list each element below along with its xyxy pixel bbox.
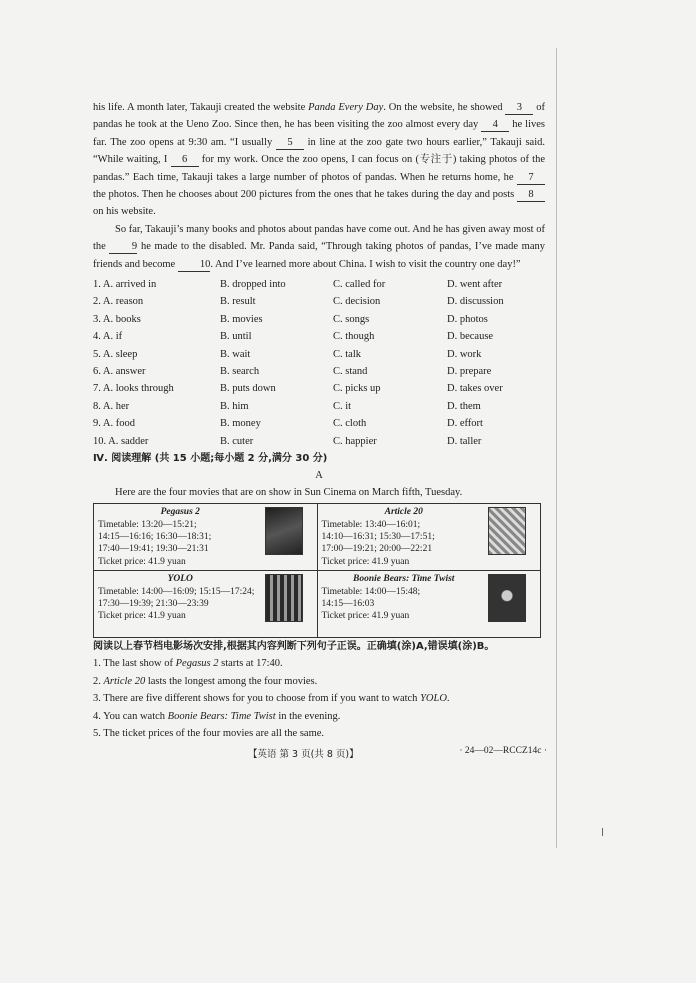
- option-b: B. him: [220, 400, 249, 412]
- option-a: 7. A. looks through: [93, 383, 174, 395]
- blank-8: 8: [517, 188, 545, 202]
- text: .: [446, 693, 450, 705]
- option-d: D. takes over: [447, 383, 503, 395]
- option-b: B. until: [220, 331, 252, 343]
- option-row: [93, 293, 545, 310]
- movie-title: Pegasus 2: [160, 507, 200, 518]
- text: of pandas he took at the Ueno Zoo. Since then, he has been visiting the zoo almost every day: [93, 102, 546, 131]
- text: his life. A month later, Takauji created the website: [93, 102, 309, 113]
- blank-5: 5: [276, 136, 304, 150]
- option-a: 3. A. books: [93, 313, 141, 325]
- movie-poster-image: [265, 574, 303, 622]
- timetable-line: Timetable: 14:00—15:48;: [321, 586, 421, 597]
- table-row: [94, 504, 541, 571]
- question-5: [93, 725, 545, 742]
- option-d: D. work: [447, 348, 482, 360]
- question-1: [93, 655, 545, 672]
- option-row: [93, 380, 545, 397]
- option-a: 4. A. if: [93, 331, 123, 343]
- option-c: C. it: [333, 400, 352, 412]
- option-row: [93, 363, 545, 380]
- blank-6: 6: [171, 153, 199, 167]
- ticket-price: Ticket price: 41.9 yuan: [98, 556, 186, 567]
- question-3: [93, 690, 545, 707]
- text: 3. There are five different shows for you to choose from if you want to watch: [93, 693, 421, 705]
- table-row: [94, 571, 541, 638]
- text: starts at 17:40.: [218, 658, 283, 670]
- text: in the evening.: [275, 710, 341, 722]
- ticket-price: Ticket price: 41.9 yuan: [321, 556, 410, 567]
- cloze-options: [93, 276, 545, 450]
- option-c: C. though: [333, 331, 375, 343]
- timetable-line: 14:15—16:16; 16:30—18:31;: [98, 531, 212, 542]
- option-row: [93, 415, 545, 432]
- blank-3: 3: [505, 101, 533, 115]
- option-b: B. wait: [220, 348, 251, 360]
- page-footer: [93, 746, 545, 762]
- option-d: D. taller: [447, 435, 482, 447]
- option-b: B. movies: [220, 313, 263, 325]
- blank-9: 9: [109, 240, 137, 254]
- text: on his website.: [93, 206, 156, 218]
- movie-cell-yolo: [94, 571, 318, 638]
- option-d: D. went after: [447, 279, 503, 291]
- margin-mark: [602, 828, 603, 836]
- question-4: [93, 708, 545, 725]
- movie-name: Article 20: [103, 675, 146, 687]
- blank-4: 4: [481, 118, 509, 132]
- movie-poster-image: [488, 574, 526, 622]
- option-a: 2. A. reason: [93, 296, 144, 308]
- movie-title: Boonie Bears: Time Twist: [353, 574, 455, 585]
- movie-cell-article-20: [317, 504, 541, 571]
- text: in line at the zoo gate two hours earlier,” Takauji said. “While waiting, I: [93, 136, 545, 166]
- website-name: Panda Every Day: [308, 102, 384, 113]
- option-a: 5. A. sleep: [93, 348, 138, 360]
- movie-title: Article 20: [384, 507, 423, 518]
- movie-name: YOLO: [420, 693, 447, 705]
- option-c: C. stand: [333, 366, 368, 378]
- option-c: C. happier: [333, 435, 377, 447]
- part-label: A: [315, 469, 323, 481]
- option-b: B. cuter: [220, 435, 254, 447]
- reading-intro: Here are the four movies that are on show in Sun Cinema on March fifth, Tuesday.: [115, 486, 463, 498]
- fold-line: [556, 48, 557, 848]
- section-heading: Ⅳ. 阅读理解 (共 15 小题;每小题 2 分,满分 30 分): [93, 452, 328, 464]
- movie-poster-image: [488, 507, 526, 555]
- timetable-line: 17:00—19:21; 20:00—22:21: [321, 544, 433, 555]
- option-c: C. songs: [333, 313, 370, 325]
- timetable-line: Timetable: 13:20—15:21;: [98, 519, 197, 530]
- option-d: D. prepare: [447, 366, 492, 378]
- judgement-instruction: 阅读以上春节档电影场次安排,根据其内容判断下列句子正误。正确填(涂)A,错误填(涂)B。: [93, 641, 495, 653]
- movie-poster-image: [265, 507, 303, 555]
- page-number: 【英语 第 3 页(共 8 页)】: [248, 749, 359, 761]
- paper-code: · 24—02—RCCZ14c ·: [459, 746, 547, 757]
- text: . And I’ve learned more about China. I wish to visit the country one day!”: [210, 258, 521, 270]
- text: lasts the longest among the four movies.: [145, 675, 318, 687]
- option-row: [93, 398, 545, 415]
- option-a: 6. A. answer: [93, 366, 146, 378]
- option-row: [93, 433, 545, 450]
- option-a: 1. A. arrived in: [93, 279, 157, 291]
- timetable-line: Timetable: 14:00—16:09; 15:15—17:24;: [98, 586, 255, 597]
- option-b: B. puts down: [220, 383, 276, 395]
- text: 4. You can watch: [93, 710, 168, 722]
- movie-cell-boonie-bears: [317, 571, 541, 638]
- option-a: 9. A. food: [93, 418, 135, 430]
- option-c: C. talk: [333, 348, 361, 360]
- option-d: D. them: [447, 400, 481, 412]
- option-d: D. effort: [447, 418, 483, 430]
- movie-name: Pegasus 2: [175, 658, 219, 670]
- movie-title: YOLO: [167, 574, 193, 585]
- blank-10: 10: [178, 258, 211, 272]
- option-row: [93, 311, 545, 328]
- text: for my work. Once the zoo opens, I can focus on (专注于) taking photos of the pandas.” Each time, Takauji takes a large number of photos of pandas. When he returns home, he: [93, 154, 545, 183]
- timetable-line: 17:30—19:39; 21:30—23:39: [98, 598, 209, 609]
- option-a: 10. A. sadder: [93, 435, 149, 447]
- timetable-line: 17:40—19:41; 19:30—21:31: [98, 544, 209, 555]
- option-d: D. discussion: [447, 296, 504, 308]
- movie-name: Boonie Bears: Time Twist: [167, 710, 276, 722]
- passage-paragraph-2: [93, 221, 545, 273]
- option-row: [93, 346, 545, 363]
- text: 5. The ticket prices of the four movies are all the same.: [93, 728, 325, 739]
- blank-7: 7: [517, 171, 545, 185]
- option-a: 8. A. her: [93, 400, 130, 412]
- option-c: C. picks up: [333, 383, 381, 395]
- text: So far, Takauji’s many books and photos about pandas have come out. And he has given away most of the: [93, 223, 545, 253]
- option-b: B. money: [220, 418, 261, 430]
- question-2: [93, 673, 545, 690]
- text: he lives far. The zoo opens at 9:30 am. “I usually: [93, 119, 545, 148]
- movie-cell-pegasus: [94, 504, 318, 571]
- option-d: D. because: [447, 331, 494, 343]
- option-c: C. decision: [333, 296, 381, 308]
- timetable-line: 14:10—16:31; 15:30—17:51;: [321, 531, 435, 542]
- option-c: C. cloth: [333, 418, 367, 430]
- timetable-line: Timetable: 13:40—16:01;: [321, 519, 421, 530]
- ticket-price: Ticket price: 41.9 yuan: [321, 611, 410, 622]
- option-row: [93, 328, 545, 345]
- movie-schedule-table: [93, 503, 541, 638]
- timetable-line: 14:15—16:03: [321, 598, 375, 609]
- ticket-price: Ticket price: 41.9 yuan: [98, 611, 186, 622]
- option-b: B. dropped into: [220, 279, 286, 291]
- option-b: B. search: [220, 366, 260, 378]
- option-d: D. photos: [447, 313, 488, 325]
- text: 2.: [93, 675, 104, 687]
- text: the photos. Then he chooses about 200 pictures from the ones that he takes during the day and posts: [93, 189, 517, 201]
- option-c: C. called for: [333, 279, 386, 291]
- text: 1. The last show of: [93, 658, 176, 670]
- option-b: B. result: [220, 296, 256, 308]
- exam-page: [93, 99, 545, 762]
- text: he made to the disabled. Mr. Panda said, “Through taking photos of pandas, I’ve made many friends and become: [93, 241, 546, 270]
- option-row: [93, 276, 545, 293]
- passage-paragraph-1: [93, 99, 545, 221]
- text: . On the website, he showed: [383, 102, 506, 113]
